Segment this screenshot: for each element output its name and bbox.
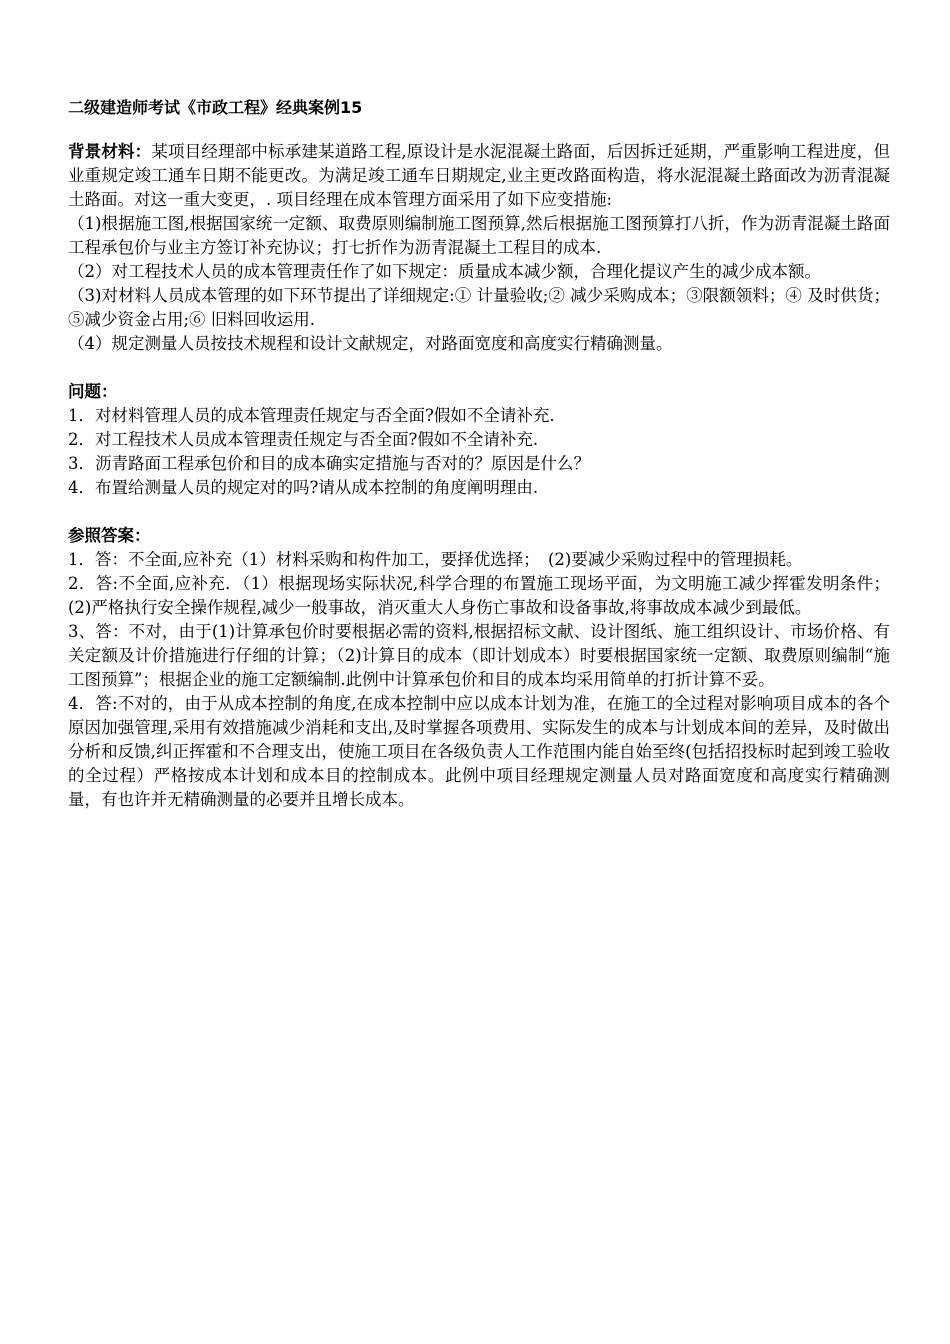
question-item: 4．布置给测量人员的规定对的吗?请从成本控制的角度阐明理由. bbox=[68, 478, 539, 497]
measure-item: （2）对工程技术人员的成本管理责任作了如下规定：质量成本减少额，合理化提议产生的减少成本额。 bbox=[68, 262, 821, 281]
background-text: 某项目经理部中标承建某道路工程,原设计是水泥混凝土路面，后因拆迁延期，严重影响工程进度，但业重规定竣工通车日期不能更改。为满足竣工通车日期规定,业主更改路面构造，将水泥混凝土路面改为沥青混凝土路面。对这一重大变更，. 项目经理在成本管理方面采用了如下应变措施: bbox=[68, 142, 890, 209]
answer-item: 3、答：不对，由于(1)计算承包价时要根据必需的资料,根据招标文献、设计图纸、施工组织设计、市场价格、有关定额及计价措施进行仔细的计算；（2)计算目的成本（即计划成本）时要根据国家统一定额、取费原则编制“施工图预算”；根据企业的施工定额编制.此例中计算承包价和目的成本均采用简单的打折计算不妥。 bbox=[68, 622, 890, 689]
background-label: 背景材料： bbox=[68, 142, 152, 161]
answer-item: 2．答:不全面,应补充．（1）根据现场实际状况,科学合理的布置施工现场平面，为文明施工减少挥霍发明条件；(2)严格执行安全操作规程,减少一般事故，消灭重大人身伤亡事故和设备事故,将事故成本减少到最低。 bbox=[68, 574, 890, 617]
answer-item: 4．答:不对的，由于从成本控制的角度,在成本控制中应以成本计划为准，在施工的全过程对影响项目成本的各个原因加强管理,采用有效措施减少消耗和支出,及时掌握各项费用、实际发生的成本与计划成本间的差异，及时做出分析和反馈,纠正挥霍和不合理支出，使施工项目在各级负责人工作范围内能自始至终(包括招投标时起到竣工验收的全过程）严格按成本计划和成本目的控制成本。此例中项目经理规定测量人员对路面宽度和高度实行精确测量，有也许并无精确测量的必要并且增长成本。 bbox=[68, 694, 890, 809]
question-item: 2．对工程技术人员成本管理责任规定与否全面?假如不全请补充. bbox=[68, 430, 539, 449]
question-item: 3．沥青路面工程承包价和目的成本确实定措施与否对的？原因是什么？ bbox=[68, 454, 590, 473]
answers-heading: 参照答案： bbox=[68, 526, 151, 545]
answer-item: 1．答：不全面,应补充（1）材料采购和构件加工，要择优选择； (2)要减少采购过程中的管理损耗。 bbox=[68, 550, 803, 569]
background-paragraph bbox=[68, 140, 890, 212]
document-title: 二级建造师考试《市政工程》经典案例15 bbox=[68, 98, 363, 117]
question-item: 1．对材料管理人员的成本管理责任规定与否全面?假如不全请补充. bbox=[68, 406, 555, 425]
measure-item: （1)根据施工图,根据国家统一定额、取费原则编制施工图预算,然后根据施工图预算打八折，作为沥青混凝土路面工程承包价与业主方签订补充协议；打七折作为沥青混凝土工程目的成本. bbox=[68, 214, 890, 257]
questions-heading: 问题： bbox=[68, 382, 118, 401]
document-page bbox=[68, 98, 890, 812]
measure-item: （3)对材料人员成本管理的如下环节提出了详细规定:① 计量验收;② 减少采购成本；③限额领料；④ 及时供货；⑤减少资金占用;⑥ 旧料回收运用. bbox=[68, 286, 890, 329]
measure-item: （4）规定测量人员按技术规程和设计文献规定，对路面宽度和高度实行精确测量。 bbox=[68, 334, 673, 353]
